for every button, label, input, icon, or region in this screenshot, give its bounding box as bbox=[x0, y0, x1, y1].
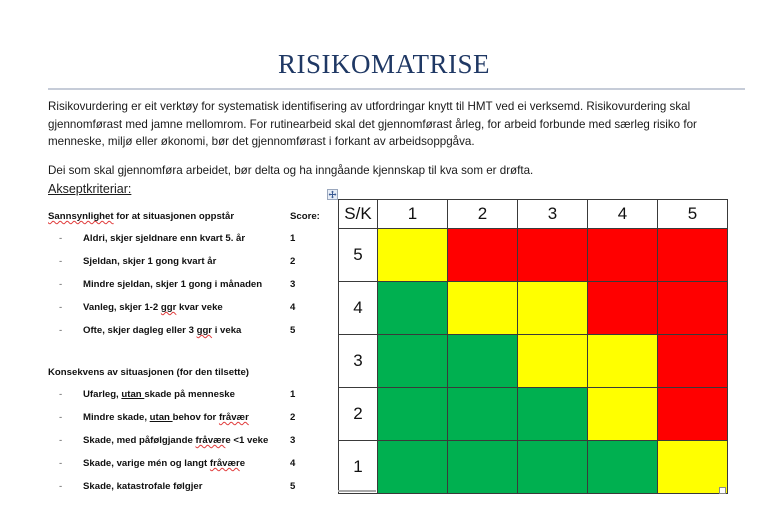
matrix-cell-4-1-green[interactable] bbox=[378, 282, 448, 335]
likelihood-heading-misspelled: Sannsynlighet bbox=[48, 211, 114, 222]
list-item bbox=[48, 480, 333, 493]
list-item-label: Mindre sjeldan, skjer 1 gong i månaden bbox=[83, 279, 263, 290]
bullet-dash: - bbox=[59, 256, 63, 267]
matrix-row bbox=[339, 388, 728, 441]
acceptance-criteria-section bbox=[48, 182, 333, 503]
list-item-score: 4 bbox=[290, 458, 296, 469]
intro-paragraph-1: Risikovurdering er eit verktøy for systematisk identifisering av utfordringar knytt til HMT ved ei verksemd. Risikovurdering skal gjennomførast med jamne mellomrom. For rutinearbeid skal det gjennomførast årleg, for arbeid forbunde med særleg risiko for menneske, miljø eller økonomi, bør det gjennomførast i forkant av arbeidsoppgåva. bbox=[48, 100, 697, 149]
matrix-cell-1-2-green[interactable] bbox=[448, 441, 518, 494]
list-item bbox=[48, 457, 333, 470]
matrix-row-header-2: 2 bbox=[339, 388, 378, 441]
matrix-cell-4-5-red[interactable] bbox=[658, 282, 728, 335]
matrix-corner-cell: S/K bbox=[339, 200, 378, 229]
list-item bbox=[48, 301, 333, 314]
matrix-cell-5-1-yellow[interactable] bbox=[378, 229, 448, 282]
risk-matrix-table bbox=[338, 199, 728, 494]
bullet-dash: - bbox=[59, 481, 63, 492]
list-item-label: Ofte, skjer dagleg eller 3 ggr i veka bbox=[83, 325, 242, 336]
matrix-cell-3-3-yellow[interactable] bbox=[518, 335, 588, 388]
matrix-cell-2-1-green[interactable] bbox=[378, 388, 448, 441]
matrix-row bbox=[339, 335, 728, 388]
consequence-heading: Konsekvens av situasjonen (for den tilsette) bbox=[48, 367, 249, 378]
score-column-header: Score: bbox=[290, 211, 320, 222]
matrix-cell-1-1-green[interactable] bbox=[378, 441, 448, 494]
page-title: RISIKOMATRISE bbox=[277, 49, 491, 79]
matrix-cell-2-4-yellow[interactable] bbox=[588, 388, 658, 441]
list-item-label: Sjeldan, skjer 1 gong kvart år bbox=[83, 256, 217, 267]
likelihood-heading-rest: for at situasjonen oppstår bbox=[113, 211, 235, 222]
list-item-score: 3 bbox=[290, 279, 296, 290]
acceptance-criteria-heading: Akseptkriteriar: bbox=[48, 182, 132, 196]
matrix-cell-2-2-green[interactable] bbox=[448, 388, 518, 441]
matrix-cell-2-3-green[interactable] bbox=[518, 388, 588, 441]
matrix-cell-1-4-green[interactable] bbox=[588, 441, 658, 494]
matrix-column-header-4: 4 bbox=[588, 200, 658, 229]
list-item bbox=[48, 411, 333, 424]
consequence-list bbox=[48, 388, 333, 493]
table-resize-handle-icon[interactable] bbox=[719, 487, 726, 494]
list-item bbox=[48, 232, 333, 245]
list-item-score: 2 bbox=[290, 256, 296, 267]
bullet-dash: - bbox=[59, 412, 63, 423]
list-item-label: Skade, katastrofale følgjer bbox=[83, 481, 203, 492]
matrix-cell-1-3-green[interactable] bbox=[518, 441, 588, 494]
list-item bbox=[48, 324, 333, 337]
matrix-row bbox=[339, 441, 728, 494]
list-item-label: Ufarleg, utan skade på menneske bbox=[83, 389, 235, 400]
matrix-row-header-5: 5 bbox=[339, 229, 378, 282]
list-item-score: 1 bbox=[290, 389, 296, 400]
list-item-score: 3 bbox=[290, 435, 296, 446]
title-divider bbox=[48, 88, 745, 90]
matrix-cell-3-1-green[interactable] bbox=[378, 335, 448, 388]
intro-text bbox=[48, 98, 748, 190]
table-move-handle-icon[interactable] bbox=[327, 189, 338, 200]
likelihood-heading bbox=[48, 210, 333, 223]
matrix-column-header-3: 3 bbox=[518, 200, 588, 229]
list-item-label: Vanleg, skjer 1-2 ggr kvar veke bbox=[83, 302, 223, 313]
list-item-score: 4 bbox=[290, 302, 296, 313]
matrix-column-header-5: 5 bbox=[658, 200, 728, 229]
bullet-dash: - bbox=[59, 458, 63, 469]
list-item-label: Aldri, skjer sjeldnare enn kvart 5. år bbox=[83, 233, 246, 244]
matrix-row-header-4: 4 bbox=[339, 282, 378, 335]
matrix-cell-3-5-red[interactable] bbox=[658, 335, 728, 388]
risk-matrix[interactable] bbox=[338, 199, 728, 494]
list-item-score: 2 bbox=[290, 412, 296, 423]
bullet-dash: - bbox=[59, 302, 63, 313]
list-item bbox=[48, 388, 333, 401]
intro-paragraph-2: Dei som skal gjennomføra arbeidet, bør delta og ha inngåande kjennskap til kva som er drøfta. bbox=[48, 163, 534, 177]
matrix-column-header-1: 1 bbox=[378, 200, 448, 229]
list-item-score: 1 bbox=[290, 233, 296, 244]
section-spacer bbox=[48, 347, 333, 366]
bullet-dash: - bbox=[59, 233, 63, 244]
list-item-label: Skade, varige mén og langt fråvære bbox=[83, 458, 246, 469]
matrix-cell-4-4-red[interactable] bbox=[588, 282, 658, 335]
bullet-dash: - bbox=[59, 389, 63, 400]
matrix-row bbox=[339, 282, 728, 335]
matrix-cell-4-2-yellow[interactable] bbox=[448, 282, 518, 335]
matrix-cell-3-2-green[interactable] bbox=[448, 335, 518, 388]
matrix-cell-1-5-yellow[interactable] bbox=[658, 441, 728, 494]
matrix-cell-5-3-red[interactable] bbox=[518, 229, 588, 282]
matrix-column-header-2: 2 bbox=[448, 200, 518, 229]
bullet-dash: - bbox=[59, 435, 63, 446]
table-bottom-edge bbox=[338, 490, 376, 492]
matrix-row-header-3: 3 bbox=[339, 335, 378, 388]
matrix-cell-3-4-yellow[interactable] bbox=[588, 335, 658, 388]
matrix-cell-5-4-red[interactable] bbox=[588, 229, 658, 282]
list-item bbox=[48, 434, 333, 447]
matrix-cell-5-2-red[interactable] bbox=[448, 229, 518, 282]
matrix-row-header-1: 1 bbox=[339, 441, 378, 494]
list-item-label: Skade, med påfølgjande fråvære <1 veke bbox=[83, 435, 269, 446]
matrix-row bbox=[339, 229, 728, 282]
list-item-label: Mindre skade, utan behov for fråvær bbox=[83, 412, 249, 423]
list-item bbox=[48, 255, 333, 268]
list-item-score: 5 bbox=[290, 325, 296, 336]
list-item-score: 5 bbox=[290, 481, 296, 492]
matrix-cell-4-3-yellow[interactable] bbox=[518, 282, 588, 335]
list-item bbox=[48, 278, 333, 291]
matrix-header-row bbox=[339, 200, 728, 229]
likelihood-list bbox=[48, 232, 333, 337]
matrix-cell-2-5-red[interactable] bbox=[658, 388, 728, 441]
bullet-dash: - bbox=[59, 279, 63, 290]
matrix-cell-5-5-red[interactable] bbox=[658, 229, 728, 282]
bullet-dash: - bbox=[59, 325, 63, 336]
